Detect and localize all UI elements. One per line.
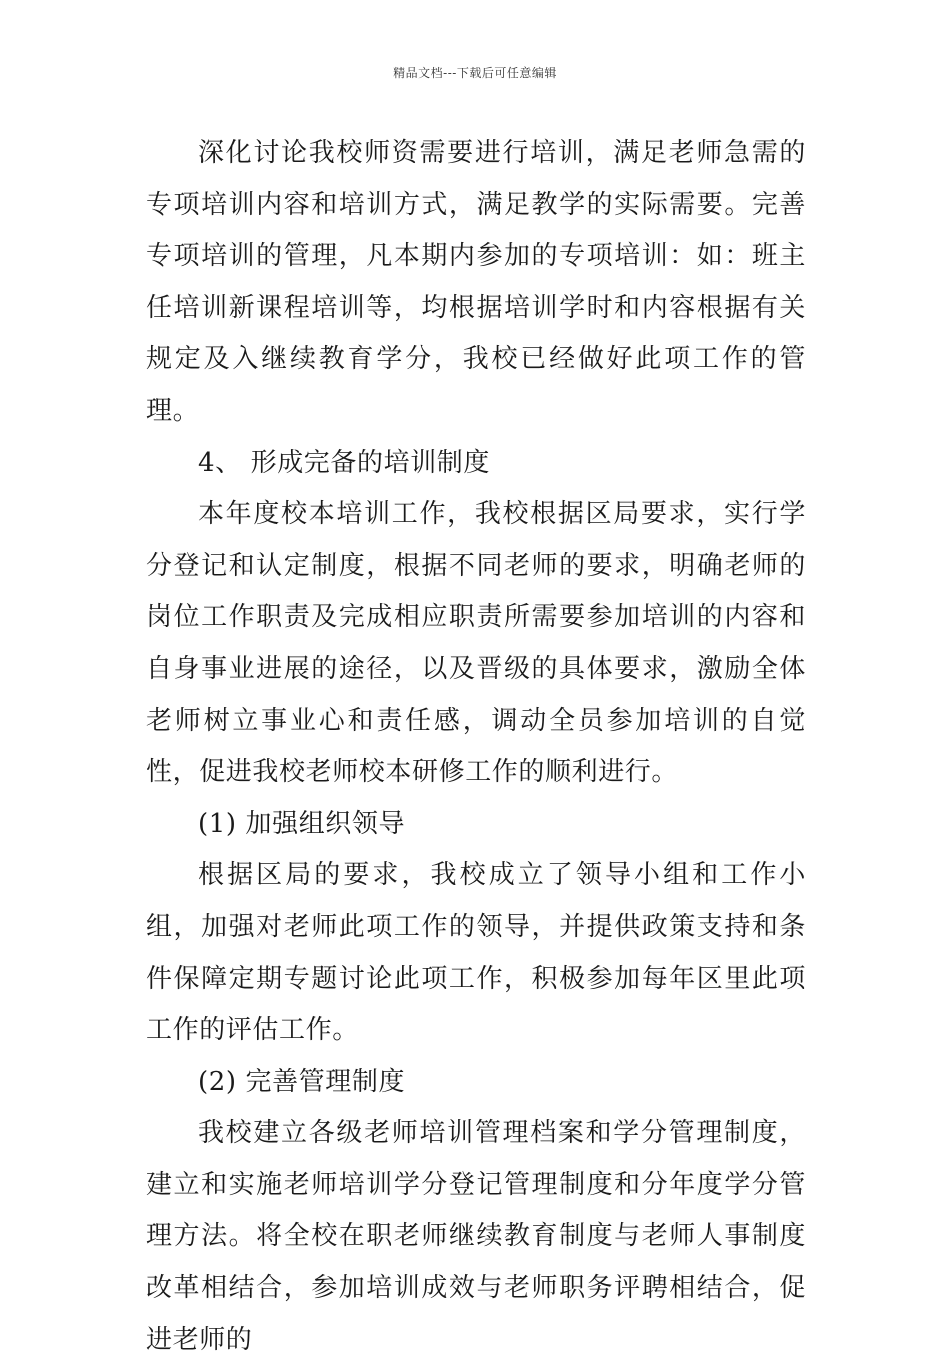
subsection-heading-management: (2) 完善管理制度 xyxy=(198,1066,406,1097)
paragraph-leadership: 根据区局的要求，我校成立了领导小组和工作小组，加强对老师此项工作的领导，并提供政策支持和条件保障定期专题讨论此项工作，积极参加每年区里此项工作的评估工作。 xyxy=(146,860,806,1046)
paragraph-management: 我校建立各级老师培训管理档案和学分管理制度，建立和实施老师培训学分登记管理制度和分年度学分管理方法。将全校在职老师继续教育制度与老师人事制度改革相结合，参加培训成效与老师职务评聘相结合，促进老师的 xyxy=(146,1118,806,1355)
section-heading-training-system: 4、 形成完备的培训制度 xyxy=(198,447,491,478)
paragraph-credit-system: 本年度校本培训工作，我校根据区局要求，实行学分登记和认定制度，根据不同老师的要求，明确老师的岗位工作职责及完成相应职责所需要参加培训的内容和自身事业进展的途径，以及晋级的具体要求，激励全体老师树立事业心和责任感，调动全员参加培训的自觉性，促进我校老师校本研修工作的顺利进行。 xyxy=(146,499,806,788)
page-header: 精品文档---下载后可任意编辑 xyxy=(393,66,557,80)
document-body xyxy=(146,128,806,1366)
paragraph-specialized-training: 深化讨论我校师资需要进行培训，满足老师急需的专项培训内容和培训方式，满足教学的实际需要。完善专项培训的管理，凡本期内参加的专项培训：如：班主任培训新课程培训等，均根据培训学时和内容根据有关规定及入继续教育学分，我校已经做好此项工作的管理。 xyxy=(146,138,806,426)
subsection-heading-leadership: (1) 加强组织领导 xyxy=(198,808,406,839)
